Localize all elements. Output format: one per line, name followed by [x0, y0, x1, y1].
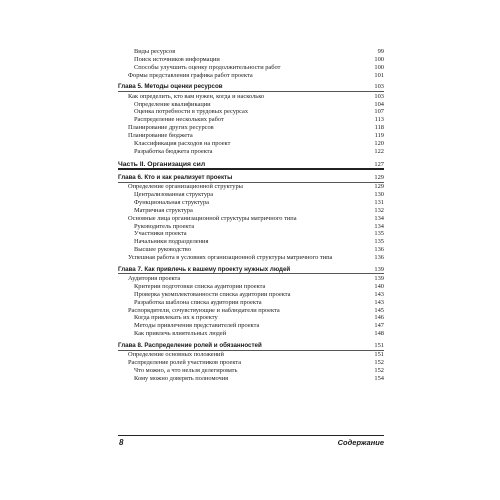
footer-divider	[118, 435, 384, 436]
toc-entry[interactable]	[0, 329, 500, 338]
toc-entry-title: Распределение ролей участников проекта	[128, 359, 242, 367]
page-number: 8	[119, 438, 124, 447]
toc-entry[interactable]	[0, 71, 500, 80]
toc-entry-title: Поиск источников информации	[134, 55, 220, 63]
running-head: Содержание	[337, 438, 384, 447]
toc-entry-title: Планирование других ресурсов	[128, 124, 214, 132]
toc-entry-title: Глава 6. Кто и как реализует проекты	[118, 173, 233, 181]
toc-entry-title: Руководитель проекта	[134, 222, 195, 230]
toc-entry-page: 103	[374, 83, 384, 91]
toc-entry-title: Глава 5. Методы оценки ресурсов	[118, 83, 223, 91]
toc-entry-title: Проверка укомплектованности списка аудитории проекта	[134, 290, 291, 298]
toc-entry-page: 100	[374, 63, 384, 71]
toc-entry-title: Функциональная структура	[134, 198, 209, 206]
toc-entry-page: 146	[374, 314, 384, 322]
toc-entry-title: Глава 7. Как привлечь к вашему проекту нужных людей	[118, 265, 291, 273]
toc-entry-page: 152	[374, 359, 384, 367]
toc-entry-title: Оценка потребности в трудовых ресурсах	[134, 108, 249, 116]
toc-entry-page: 147	[374, 322, 384, 330]
toc-entry[interactable]	[0, 147, 500, 156]
toc-entry-title: Определение организационной структуры	[128, 183, 243, 191]
toc-entry-title: Распределение нескольких работ	[134, 116, 224, 124]
toc-entry-title: Матричная структура	[134, 206, 193, 214]
toc-entry-page: 120	[374, 139, 384, 147]
toc-entry-page: 151	[374, 341, 384, 349]
toc-entry-page: 107	[374, 108, 384, 116]
toc-entry-title: Часть II. Организация сил	[118, 160, 206, 168]
toc-entry-title: Участники проекта	[134, 230, 187, 238]
toc-entry-page: 129	[374, 173, 384, 181]
toc-entry-page: 101	[374, 71, 384, 79]
toc-entry-page: 135	[374, 238, 384, 246]
toc-entry-page: 131	[374, 198, 384, 206]
toc-entry-page: 119	[374, 132, 384, 139]
toc-entry-page: 118	[374, 124, 384, 132]
toc-entry-page: 136	[374, 246, 384, 254]
toc-entry-page: 145	[374, 306, 384, 314]
toc-entry-title: Основные лица организационной структуры матричного типа	[128, 214, 297, 222]
toc-entry-page: 134	[374, 222, 384, 230]
toc-entry-page: 103	[374, 92, 384, 100]
toc-entry-title: Кому можно доверять полномочия	[134, 374, 229, 382]
heading-rule	[118, 168, 384, 170]
toc-entry[interactable]	[0, 253, 500, 262]
toc-entry-title: Определение основных положений	[128, 351, 224, 359]
toc-entry-title: Разработка бюджета проекта	[134, 147, 213, 155]
toc-entry-page: 135	[374, 230, 384, 238]
toc-entry-title: Глава 8. Распределение ролей и обязанностей	[118, 341, 262, 349]
toc-entry-page: 100	[374, 55, 384, 63]
toc-entry-title: Как привлечь влиятельных людей	[134, 330, 227, 338]
toc-entry-title: Планирование бюджета	[128, 132, 193, 139]
toc-entry-title: Высшее руководство	[134, 246, 191, 254]
toc-entry-title: Успешная работа в условиях организационной структуры матричного типа	[128, 253, 333, 261]
toc-entry-title: Распорядители, сочувствующие и наблюдатели проекта	[128, 306, 280, 314]
toc-entry-title: Способы улучшить оценку продолжительности работ	[134, 63, 281, 71]
toc-entry-page: 143	[374, 298, 384, 306]
toc-entry-page: 113	[374, 116, 384, 124]
toc-entry-page: 151	[374, 351, 384, 359]
toc-entry-title: Критерии подготовки списка аудитории проекта	[134, 282, 266, 290]
toc-entry-title: Централизованная структура	[134, 191, 214, 199]
toc-entry-page: 104	[374, 100, 384, 108]
toc-entry-title: Разработка шаблона списка аудитории проекта	[134, 298, 262, 306]
toc-entry-title: Методы привлечения представителей проекта	[134, 322, 260, 330]
toc-entry-title: Что можно, а что нельзя делегировать	[134, 366, 238, 374]
toc-entry-title: Определение квалификации	[134, 100, 211, 108]
toc-entry-page: 127	[374, 160, 384, 168]
toc-entry-page: 148	[374, 330, 384, 338]
toc-entry[interactable]	[0, 374, 500, 383]
toc-entry-title: Аудитория проекта	[128, 275, 181, 283]
toc-entry-page: 143	[374, 290, 384, 298]
toc-entry-page: 132	[374, 206, 384, 214]
toc-entry-page: 99	[377, 48, 384, 55]
toc-entry-page: 130	[374, 191, 384, 199]
toc-entry-title: Как определить, кто вам нужен, когда и насколько	[128, 92, 265, 100]
toc-entry-page: 129	[374, 183, 384, 191]
toc-entry-title: Когда привлекать их к проекту	[134, 314, 218, 322]
toc-entry-title: Виды ресурсов	[134, 48, 176, 55]
toc-entry-title: Формы представления графика работ проекта	[128, 71, 253, 79]
toc-entry-page: 136	[374, 253, 384, 261]
toc-entry-page: 122	[374, 147, 384, 155]
toc-entry-page: 139	[374, 265, 384, 273]
toc-entry-title: Классификация расходов на проект	[134, 139, 231, 147]
toc-entry-page: 140	[374, 282, 384, 290]
toc-entry-page: 134	[374, 214, 384, 222]
toc-entry-page: 139	[374, 275, 384, 283]
toc-entry-page: 154	[374, 374, 384, 382]
toc-entry-title: Начальники подразделения	[134, 238, 209, 246]
toc-entry-page: 152	[374, 366, 384, 374]
